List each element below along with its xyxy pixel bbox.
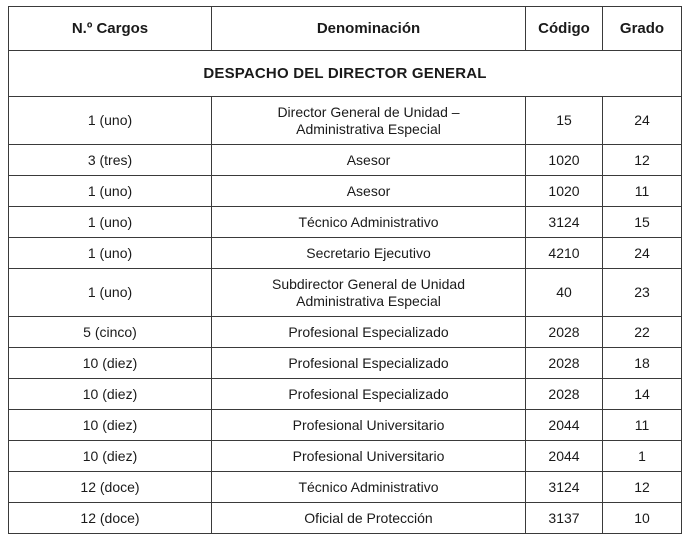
header-denominacion: Denominación: [212, 7, 526, 51]
positions-table: [8, 6, 682, 534]
denominacion-line: Oficial de Protección: [304, 509, 433, 526]
table-row: [9, 97, 682, 145]
denominacion-line: Secretario Ejecutivo: [306, 244, 431, 261]
cell-denominacion: [212, 145, 526, 176]
cell-grado: 15: [603, 207, 682, 238]
cell-grado: 12: [603, 472, 682, 503]
cell-codigo: 2028: [526, 379, 603, 410]
cell-cargos: 1 (uno): [9, 97, 212, 145]
cell-grado: 10: [603, 503, 682, 534]
denominacion-line: Administrativa Especial: [296, 292, 441, 309]
cell-denominacion: [212, 97, 526, 145]
cell-denominacion: [212, 207, 526, 238]
cell-codigo: 15: [526, 97, 603, 145]
denominacion-line: Técnico Administrativo: [298, 478, 439, 495]
denominacion-line: Profesional Especializado: [288, 323, 449, 340]
cell-codigo: 4210: [526, 238, 603, 269]
cell-codigo: 2044: [526, 441, 603, 472]
header-codigo: Código: [526, 7, 603, 51]
cell-cargos: 10 (diez): [9, 441, 212, 472]
denominacion-line: Asesor: [346, 151, 391, 168]
cell-cargos: 1 (uno): [9, 269, 212, 317]
cell-denominacion: [212, 238, 526, 269]
cell-cargos: 12 (doce): [9, 503, 212, 534]
cell-codigo: 1020: [526, 145, 603, 176]
cell-cargos: 10 (diez): [9, 410, 212, 441]
table-row: [9, 472, 682, 503]
denominacion-line: Profesional Universitario: [292, 447, 445, 464]
cell-codigo: 1020: [526, 176, 603, 207]
cell-denominacion: [212, 503, 526, 534]
cell-codigo: 3137: [526, 503, 603, 534]
cell-cargos: 3 (tres): [9, 145, 212, 176]
cell-codigo: 3124: [526, 472, 603, 503]
section-title: DESPACHO DEL DIRECTOR GENERAL: [9, 51, 682, 97]
table-row: [9, 441, 682, 472]
table-row: [9, 410, 682, 441]
table-row: [9, 503, 682, 534]
cell-denominacion: [212, 269, 526, 317]
denominacion-line: Profesional Especializado: [288, 385, 449, 402]
table-row: [9, 145, 682, 176]
cell-grado: 1: [603, 441, 682, 472]
denominacion-line: Asesor: [346, 182, 391, 199]
table-row: [9, 238, 682, 269]
cell-denominacion: [212, 317, 526, 348]
cell-cargos: 1 (uno): [9, 176, 212, 207]
denominacion-line: Técnico Administrativo: [298, 213, 439, 230]
table-row: [9, 269, 682, 317]
header-cargos: N.º Cargos: [9, 7, 212, 51]
cell-denominacion: [212, 176, 526, 207]
denominacion-line: Director General de Unidad –: [277, 103, 460, 120]
cell-codigo: 2028: [526, 348, 603, 379]
table-row: [9, 379, 682, 410]
cell-grado: 14: [603, 379, 682, 410]
table-row: [9, 348, 682, 379]
cell-grado: 23: [603, 269, 682, 317]
cell-denominacion: [212, 472, 526, 503]
cell-cargos: 10 (diez): [9, 379, 212, 410]
cell-denominacion: [212, 348, 526, 379]
cell-codigo: 2028: [526, 317, 603, 348]
cell-cargos: 1 (uno): [9, 238, 212, 269]
table-row: [9, 176, 682, 207]
denominacion-line: Administrativa Especial: [296, 120, 441, 137]
cell-cargos: 10 (diez): [9, 348, 212, 379]
cell-codigo: 3124: [526, 207, 603, 238]
cell-codigo: 2044: [526, 410, 603, 441]
cell-cargos: 5 (cinco): [9, 317, 212, 348]
cell-cargos: 12 (doce): [9, 472, 212, 503]
cell-grado: 24: [603, 97, 682, 145]
cell-cargos: 1 (uno): [9, 207, 212, 238]
cell-grado: 24: [603, 238, 682, 269]
cell-grado: 22: [603, 317, 682, 348]
cell-codigo: 40: [526, 269, 603, 317]
cell-grado: 12: [603, 145, 682, 176]
cell-denominacion: [212, 441, 526, 472]
denominacion-line: Subdirector General de Unidad: [271, 275, 465, 292]
denominacion-line: Profesional Especializado: [288, 354, 449, 371]
cell-grado: 11: [603, 410, 682, 441]
table-row: [9, 317, 682, 348]
section-row: [9, 51, 682, 97]
denominacion-line: Profesional Universitario: [292, 416, 445, 433]
cell-grado: 18: [603, 348, 682, 379]
header-row: [9, 7, 682, 51]
cell-denominacion: [212, 410, 526, 441]
header-grado: Grado: [603, 7, 682, 51]
cell-denominacion: [212, 379, 526, 410]
cell-grado: 11: [603, 176, 682, 207]
table-row: [9, 207, 682, 238]
